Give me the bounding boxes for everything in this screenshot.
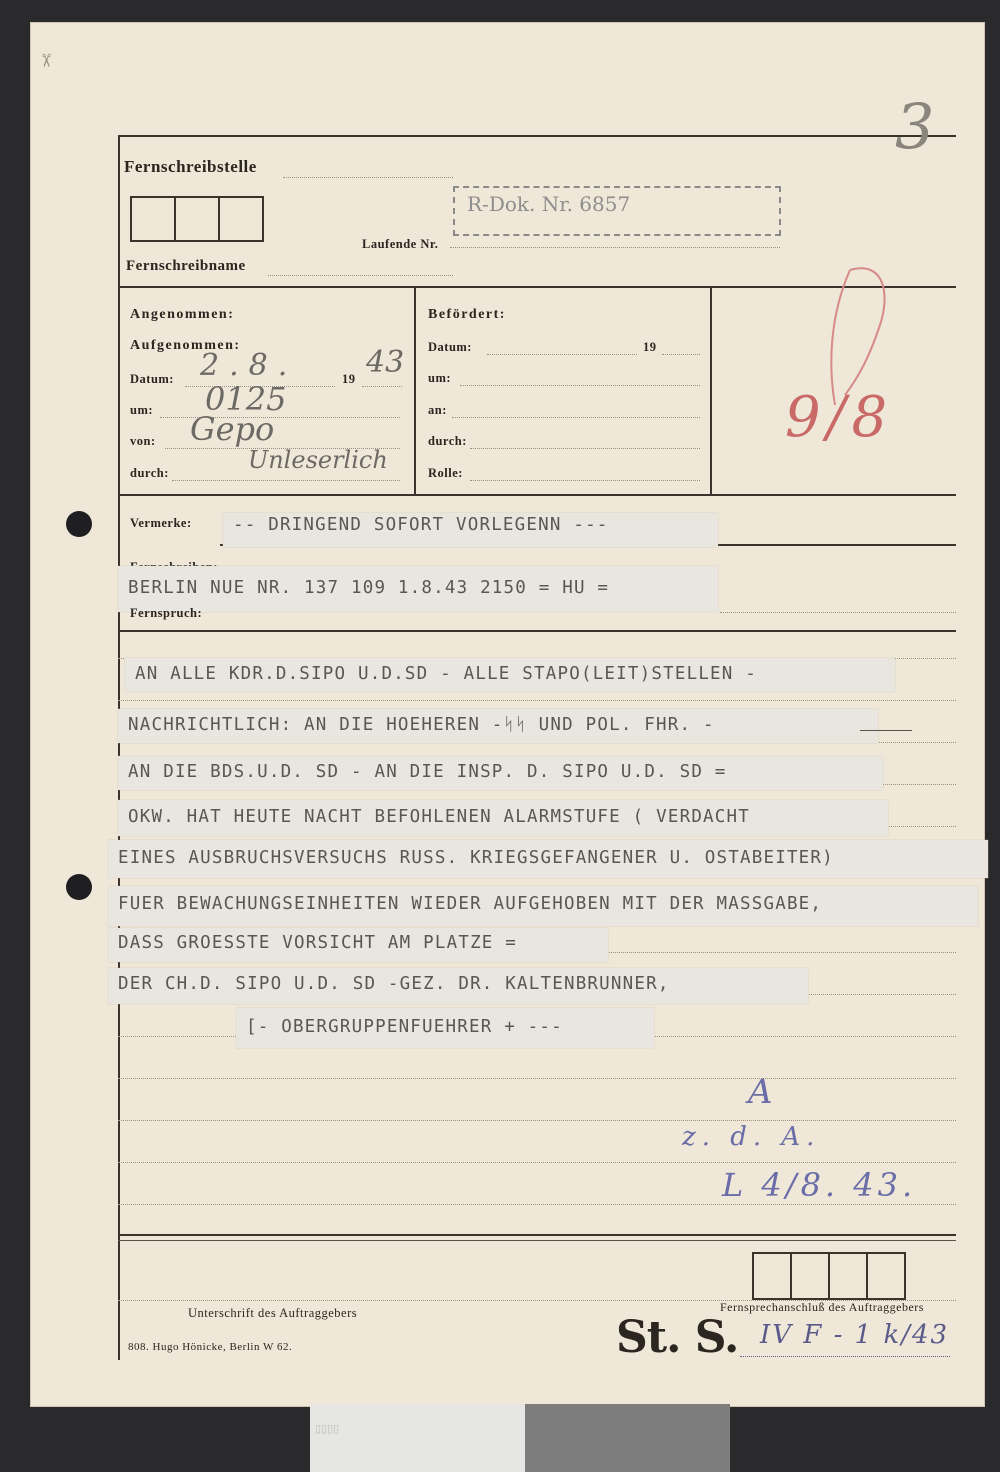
fernsprech-label: Fernsprechanschluß des Auftraggebers — [720, 1300, 924, 1314]
aufgenommen-label: Aufgenommen: — [130, 338, 241, 353]
message-line-7: DASS GROESSTE VORSICHT AM PLATZE = — [108, 928, 608, 962]
corner-mark: 3 — [895, 90, 935, 163]
message-line-5: EINES AUSBRUCHSVERSUCHS RUSS. KRIEGSGEFANGENER U. OSTABEITER) — [108, 840, 988, 878]
scissors-icon: ✂ — [36, 52, 57, 69]
datum-label: Datum: — [130, 372, 174, 386]
fernsprech-boxes — [752, 1252, 906, 1300]
message-line-4: OKW. HAT HEUTE NACHT BEFOHLENEN ALARMSTUFE ( VERDACHT — [118, 800, 888, 836]
file-number: IV F - 1 k/43 — [760, 1320, 950, 1350]
message-line-2: NACHRICHTLICH: AN DIE HOEHEREN -ᛋᛋ UND POL. FHR. - — [118, 709, 878, 743]
message-line-1: AN ALLE KDR.D.SIPO U.D.SD - ALLE STAPO(LEIT)STELLEN - — [125, 658, 895, 692]
received-year: 43 — [366, 345, 405, 380]
blue-initial: A — [748, 1072, 773, 1112]
mid-durch-label: durch: — [428, 434, 467, 448]
durch-label: durch: — [130, 466, 169, 480]
red-note: 9/8 — [785, 385, 894, 450]
message-line-6: FUER BEWACHUNGSEINHEITEN WIEDER AUFGEHOBEN MIT DER MASSGABE, — [108, 886, 978, 926]
form-title: Fernschreibstelle — [124, 157, 257, 176]
laufende-nr-label: Laufende Nr. — [362, 237, 439, 251]
mid-datum-label: Datum: — [428, 340, 472, 354]
vermerke-label: Vermerke: — [130, 516, 192, 530]
angenommen-label: Angenommen: — [130, 307, 235, 322]
message-line-8: DER CH.D. SIPO U.D. SD -GEZ. DR. KALTENBRUNNER, — [108, 968, 808, 1004]
fernschreibname-label: Fernschreibname — [126, 258, 246, 274]
message-line-3: AN DIE BDS.U.D. SD - AN DIE INSP. D. SIPO U.D. SD = — [118, 756, 883, 790]
received-time: 0125 — [205, 380, 287, 418]
scan-label-card: ▯▯▯▯ — [310, 1404, 525, 1472]
von-label: von: — [130, 434, 156, 448]
fernschreibname-boxes — [130, 196, 264, 242]
um-label: um: — [130, 403, 154, 417]
mid-um-label: um: — [428, 371, 452, 385]
mid-an-label: an: — [428, 403, 447, 417]
mid-rolle-label: Rolle: — [428, 466, 463, 480]
printer-imprint: 808. Hugo Hönicke, Berlin W 62. — [128, 1341, 293, 1353]
message-line-9: [- OBERGRUPPENFUEHRER + --- — [236, 1008, 654, 1048]
scan-gray-card — [525, 1404, 730, 1472]
received-by-signature: Unleserlich — [248, 446, 388, 474]
received-from: Gepo — [190, 410, 275, 448]
mid-year-prefix: 19 — [643, 340, 657, 354]
fernspruch-label: Fernspruch: — [130, 606, 203, 620]
document-number-stamp: R-Dok. Nr. 6857 — [453, 186, 781, 236]
year-prefix: 19 — [342, 372, 356, 386]
blue-zda: z. d. A. — [682, 1122, 821, 1152]
st-s-label: St. S. — [616, 1312, 739, 1363]
header-strip: BERLIN NUE NR. 137 109 1.8.43 2150 = HU = — [118, 566, 718, 612]
top-border — [118, 135, 956, 137]
punch-hole-bottom — [66, 874, 92, 900]
vermerke-strip: -- DRINGEND SOFORT VORLEGENN --- — [223, 513, 718, 547]
received-date: 2.8. — [200, 348, 298, 383]
punch-hole-top — [66, 511, 92, 537]
unterschrift-label: Unterschrift des Auftraggebers — [188, 1306, 358, 1320]
blue-date: L 4/8. 43. — [722, 1166, 917, 1204]
befoerdert-label: Befördert: — [428, 307, 506, 322]
